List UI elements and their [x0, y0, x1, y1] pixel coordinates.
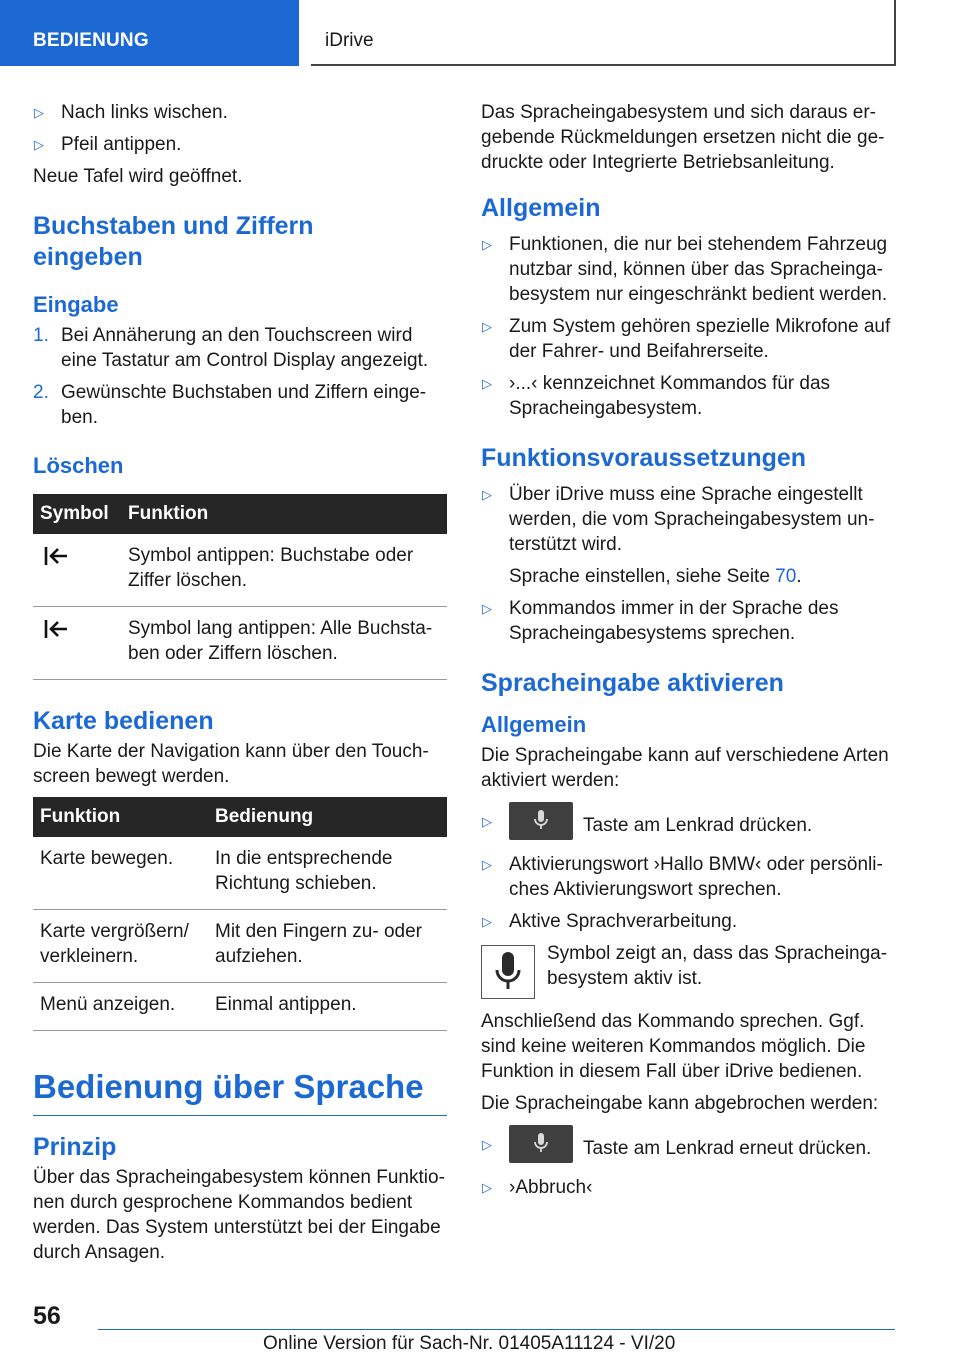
- karte-intro: Die Karte der Navigation kann über den Touchscreen bewegt werden.: [33, 741, 429, 787]
- table-cell: [33, 607, 121, 680]
- table-row: [33, 534, 447, 607]
- footer-divider: [98, 1329, 895, 1330]
- list-item: [481, 596, 899, 646]
- karte-table: [33, 797, 447, 1031]
- table-cell: Einmal antippen.: [208, 983, 447, 1031]
- table-row: [33, 910, 447, 983]
- heading-bedienung-sprache: Bedienung über Sprache: [33, 1067, 447, 1116]
- header-chapter-box: [311, 0, 896, 66]
- cross-reference: [481, 564, 899, 589]
- result-text: Neue Tafel wird geöffnet.: [33, 166, 243, 187]
- heading-allgemein-2: Allgemein: [481, 712, 587, 737]
- table-header-cell: Funktion: [33, 797, 208, 837]
- step-item: [33, 323, 447, 373]
- cross-reference-suffix: .: [796, 566, 802, 587]
- heading-loeschen: Löschen: [33, 453, 124, 478]
- bullet-triangle-icon: ▷: [482, 1180, 492, 1195]
- table-cell: In die entsprechende Richtung schieben.: [208, 837, 447, 910]
- steering-voice-key-icon: [509, 802, 573, 840]
- delete-back-icon: [43, 545, 69, 567]
- aktiv-intro: Die Spracheingabe kann auf verschiedene Arten aktiviert werden:: [481, 745, 889, 791]
- after-text: Anschließend das Kommando sprechen. Ggf. sind keine weiteren Kommandos möglich. Die Funktion in diesem Fall über iDrive bedienen.: [481, 1011, 866, 1082]
- microphone-icon: [481, 945, 535, 999]
- steering-voice-key-icon: [509, 1125, 573, 1163]
- bullet-triangle-icon: ▷: [482, 319, 492, 334]
- bullet-triangle-icon: ▷: [482, 237, 492, 252]
- table-cell: Karte vergrößern/ verkleinern.: [33, 910, 208, 983]
- list-item: [481, 314, 899, 364]
- table-cell: Symbol antippen: Buchstabe oder Ziffer löschen.: [121, 534, 447, 607]
- mic-note-text: Symbol zeigt an, dass das Spracheingabesystem aktiv ist.: [547, 943, 888, 989]
- header-section-tab: [0, 0, 299, 66]
- delete-back-icon: [43, 618, 69, 640]
- heading-allgemein: Allgemein: [481, 194, 601, 222]
- table-cell: Karte bewegen.: [33, 837, 208, 910]
- right-column: [481, 100, 899, 1207]
- table-row: [33, 607, 447, 680]
- table-cell: [33, 534, 121, 607]
- table-header-cell: Bedienung: [208, 797, 447, 837]
- step-text: Bei Annäherung an den Touchscreen wird eine Tastatur am Control Display angezeigt.: [61, 325, 429, 371]
- heading-prinzip: Prinzip: [33, 1133, 117, 1161]
- step-number: 1.: [33, 325, 49, 346]
- heading-spracheingabe-aktivieren: Spracheingabe aktivieren: [481, 669, 784, 697]
- table-header-row: [33, 797, 447, 837]
- header-chapter-label: iDrive: [325, 30, 374, 51]
- list-item-text: Zum System gehören spezielle Mikrofone auf der Fahrer- und Beifahrerseite.: [509, 316, 891, 362]
- table-cell: Menü anzeigen.: [33, 983, 208, 1031]
- bullet-triangle-icon: ▷: [482, 1137, 492, 1152]
- list-item: [481, 852, 899, 902]
- list-item-text: Taste am Lenkrad drücken.: [583, 815, 813, 837]
- list-item: [481, 1175, 899, 1200]
- list-item: [33, 100, 447, 125]
- list-item-text: Nach links wischen.: [61, 102, 228, 123]
- heading-karte: Karte bedienen: [33, 707, 214, 735]
- abbruch-intro: Die Spracheingabe kann abgebrochen werden:: [481, 1093, 879, 1114]
- table-header-cell: Funktion: [121, 494, 447, 534]
- footer-version-text: Online Version für Sach-Nr. 01405A11124 - VI/20: [263, 1333, 676, 1354]
- bullet-triangle-icon: ▷: [482, 857, 492, 872]
- list-item: [481, 1130, 899, 1168]
- list-item: [481, 807, 899, 845]
- list-item-text: ›...‹ kennzeichnet Kommandos für das Spracheingabesystem.: [509, 373, 831, 419]
- list-item-text: Über iDrive muss eine Sprache eingestellt werden, die vom Spracheingabesystem unterstützt wird.: [509, 484, 875, 555]
- list-item-text: Pfeil antippen.: [61, 134, 182, 155]
- table-row: [33, 983, 447, 1031]
- prinzip-text: Über das Spracheingabesystem können Funktionen durch gesprochene Kommandos bedient werden. Das System unterstützt bei der Eingabe durch Ansagen.: [33, 1167, 445, 1263]
- header-section-label: BEDIENUNG: [33, 30, 149, 51]
- step-text: Gewünschte Buchstaben und Ziffern eingeben.: [61, 382, 427, 428]
- bullet-triangle-icon: ▷: [482, 914, 492, 929]
- bullet-triangle-icon: ▷: [482, 814, 492, 829]
- list-item-text: Kommandos immer in der Sprache des Spracheingabesystems sprechen.: [509, 598, 839, 644]
- step-number: 2.: [33, 382, 49, 403]
- bullet-triangle-icon: ▷: [482, 376, 492, 391]
- table-header-row: [33, 494, 447, 534]
- table-row: [33, 837, 447, 910]
- heading-eingabe: Eingabe: [33, 292, 119, 317]
- list-item-text: Taste am Lenkrad erneut drücken.: [583, 1138, 872, 1160]
- step-item: [33, 380, 447, 430]
- bullet-triangle-icon: ▷: [34, 105, 44, 120]
- page-number: 56: [33, 1302, 61, 1330]
- heading-funktionsvoraussetzungen: Funktionsvoraussetzungen: [481, 444, 807, 472]
- bullet-triangle-icon: ▷: [482, 487, 492, 502]
- list-item: [481, 371, 899, 421]
- table-cell: Mit den Fingern zu- oder aufziehen.: [208, 910, 447, 983]
- list-item-text: Funktionen, die nur bei stehendem Fahrzeug nutzbar sind, können über das Spracheingabesystem nur eingeschränkt bedient werden.: [509, 234, 888, 305]
- cross-reference-text: Sprache einstellen, siehe Seite: [509, 566, 776, 587]
- mic-symbol-note: [481, 941, 899, 999]
- list-item-text: Aktive Sprachverarbeitung.: [509, 911, 738, 932]
- list-item-text: ›Abbruch‹: [509, 1177, 593, 1198]
- list-item: [481, 909, 899, 934]
- symbol-table: [33, 494, 447, 680]
- heading-buchstaben: Buchstaben und Ziffern eingeben: [33, 212, 314, 271]
- bullet-triangle-icon: ▷: [482, 601, 492, 616]
- bullet-triangle-icon: ▷: [34, 137, 44, 152]
- list-item: [33, 132, 447, 157]
- table-cell: Symbol lang antippen: Alle Buchstaben oder Ziffern löschen.: [121, 607, 447, 680]
- list-item: [481, 482, 899, 557]
- intro-text: Das Spracheingabesystem und sich daraus ergebende Rückmeldungen ersetzen nicht die gedruckte oder Integrierte Betriebsanleitung.: [481, 102, 885, 173]
- list-item-text: Aktivierungswort ›Hallo BMW‹ oder persönliches Aktivierungswort sprechen.: [509, 854, 883, 900]
- list-item: [481, 232, 899, 307]
- page-link[interactable]: 70: [775, 566, 797, 587]
- left-column: [33, 100, 447, 1272]
- table-header-cell: Symbol: [33, 494, 121, 534]
